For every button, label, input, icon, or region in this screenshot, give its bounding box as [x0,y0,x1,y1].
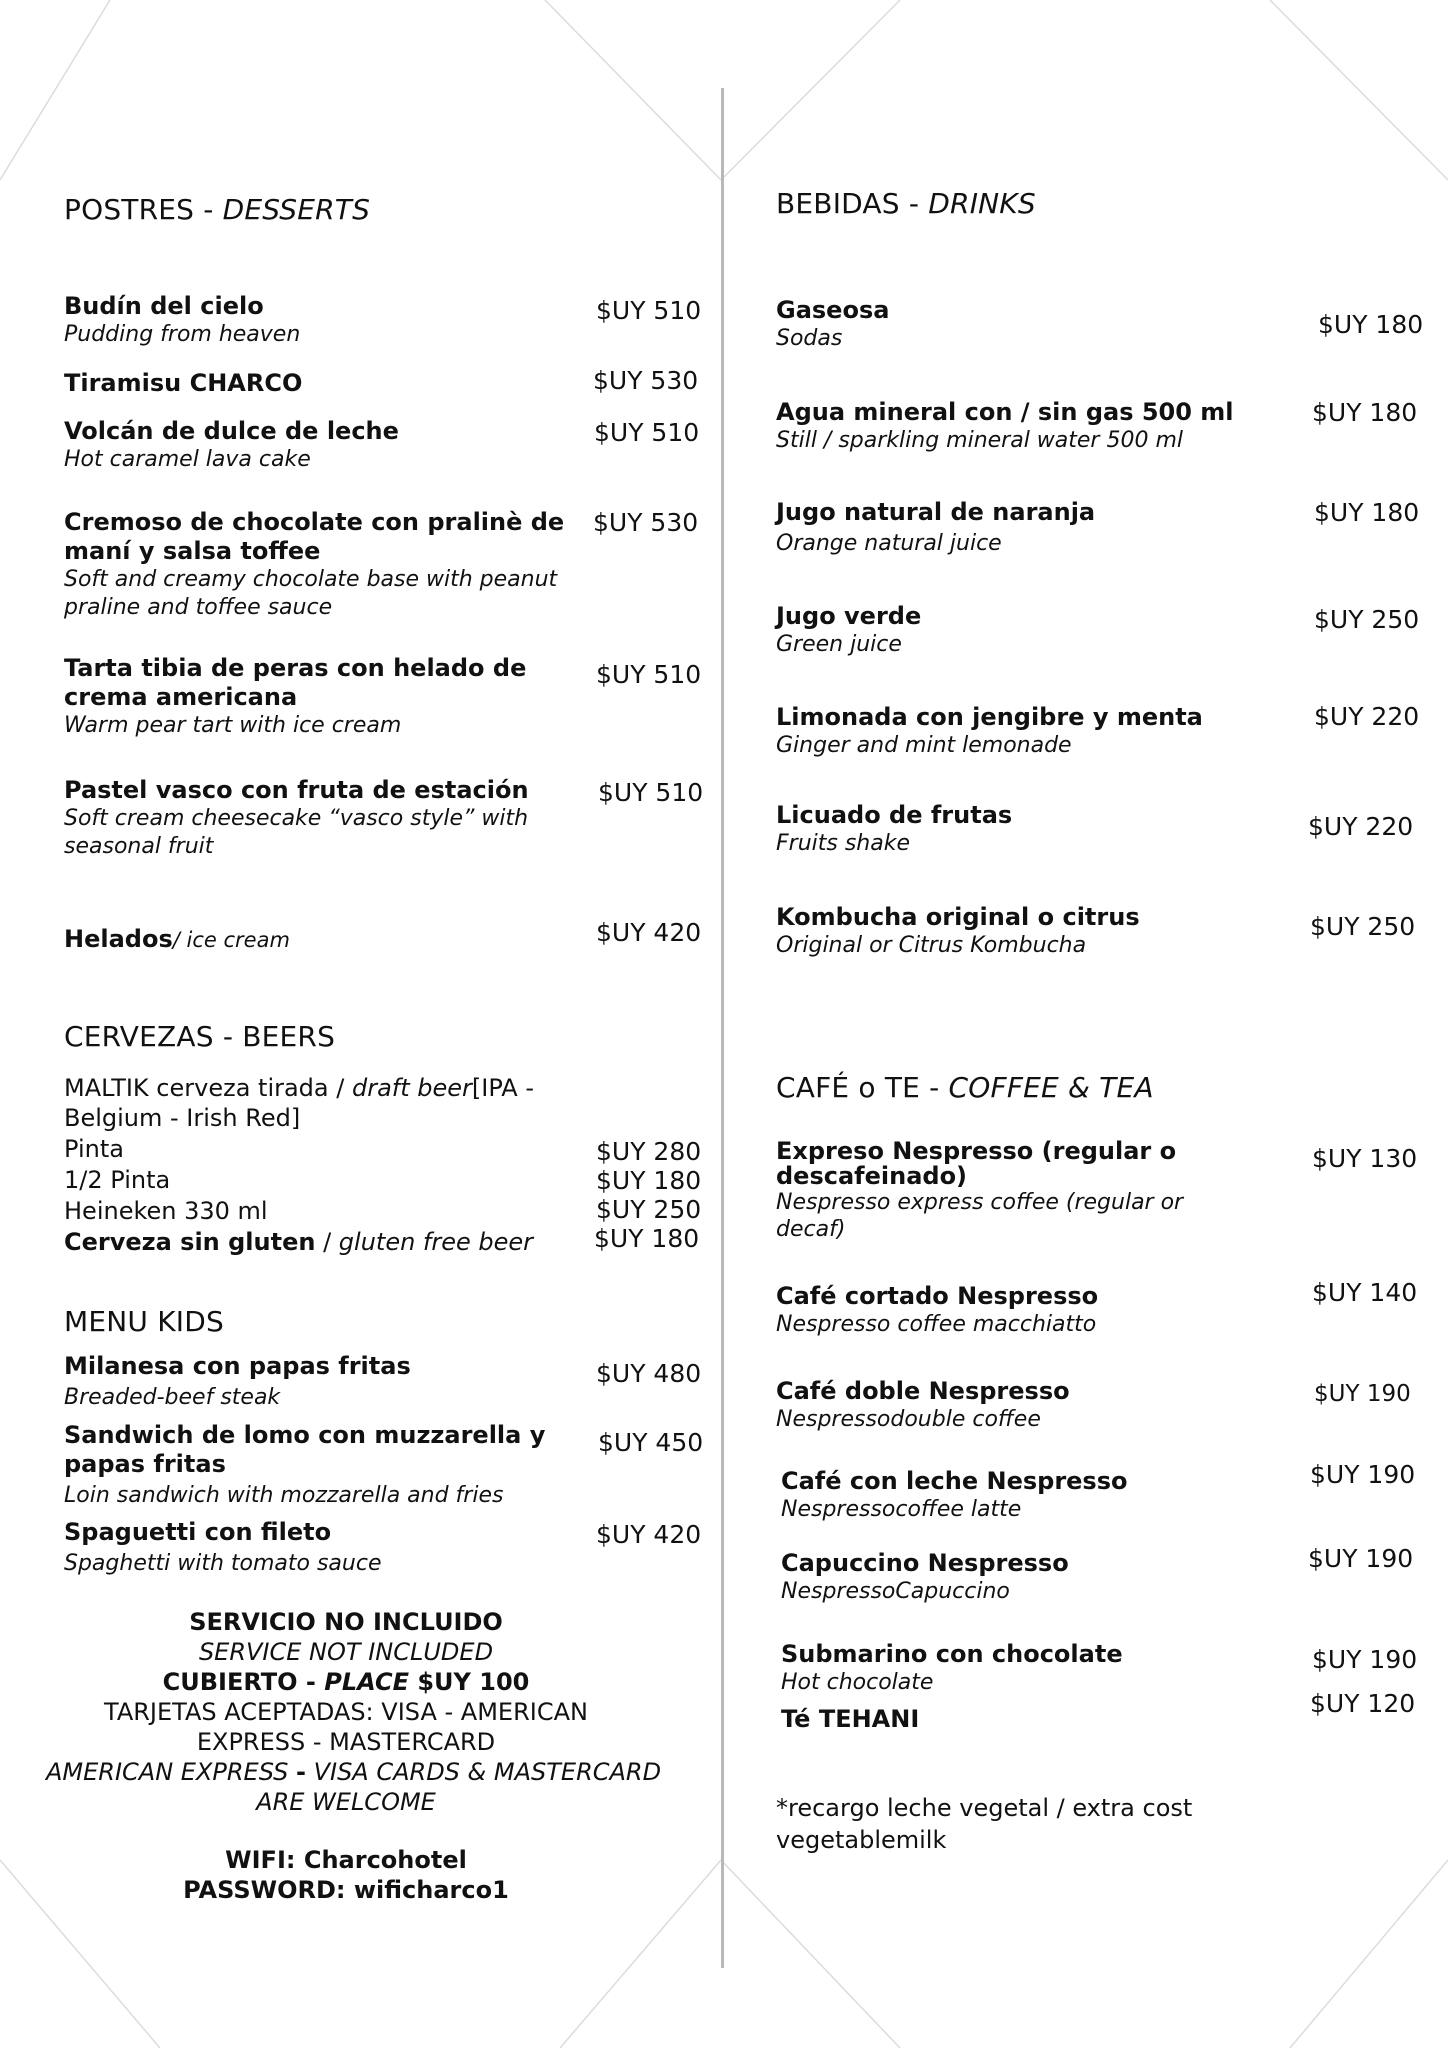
item-price: $UY 510 [598,778,704,807]
item-name: Limonada con jengibre y menta [776,703,1203,731]
cards-en-dash: - [295,1758,306,1786]
item-price: $UY 180 [1318,310,1424,339]
item-desc: Still / sparkling mineral water 500 ml [776,428,1183,453]
beer-price: $UY 180 [596,1166,702,1195]
item-name: Spaguetti con fileto [64,1518,332,1546]
maltik-text: MALTIK cerveza tirada / [64,1074,352,1102]
item-price: $UY 190 [1308,1544,1414,1573]
item-desc: Soft and creamy chocolate base with peanut praline and toffee sauce [64,567,558,620]
cards-line-2: EXPRESS - MASTERCARD [196,1728,496,1756]
item-desc: Original or Citrus Kombucha [776,933,1087,958]
item-name: Jugo verde [776,602,922,630]
item-desc: Orange natural juice [776,531,1002,556]
item-name: Café doble Nespresso [776,1377,1070,1405]
beer-price: $UY 250 [596,1195,702,1224]
item-price: $UY 510 [596,660,702,689]
cards-en-c: VISA CARDS & MASTERCARD [305,1758,662,1786]
maltik-line-2: Belgium - Irish Red] [64,1104,301,1132]
item-desc: Warm pear tart with ice cream [64,713,402,738]
item-name: Milanesa con papas fritas [64,1352,411,1380]
item-desc: Hot chocolate [781,1670,934,1695]
item-price: $UY 510 [596,296,702,325]
item-desc: Green juice [776,632,902,657]
item-desc: Breaded-beef steak [64,1385,281,1410]
item-desc: Hot caramel lava cake [64,447,311,472]
item-price: $UY 180 [1314,498,1420,527]
item-price: $UY 130 [1312,1144,1418,1173]
gluten-sep: / [315,1228,339,1256]
item-name: Licuado de frutas [776,801,1013,829]
item-price: $UY 420 [596,918,702,947]
gluten-line [64,1227,533,1257]
cards-en-a: AMERICAN EXPRESS [46,1758,296,1786]
item-name: Submarino con chocolate [781,1640,1123,1668]
item-name: Gaseosa [776,296,890,324]
item-name: Volcán de dulce de leche [64,417,399,445]
coffee-title: CAFÉ o TE - [776,1071,949,1104]
cards-line-en-1 [46,1757,662,1787]
item-price: $UY 250 [1314,605,1420,634]
gluten-en: gluten free beer [338,1228,534,1256]
item-name: Agua mineral con / sin gas 500 ml [776,398,1234,426]
item-desc: Nespressodouble coffee [776,1407,1041,1432]
cards-line-en-2: ARE WELCOME [256,1788,436,1816]
item-price: $UY 450 [598,1428,704,1457]
wifi-line [46,1845,646,1875]
maltik-styles: [IPA - [471,1074,534,1102]
beer-label: Heineken 330 ml [64,1197,268,1225]
coffee-heading [776,1071,1154,1104]
item-name: Tarta tibia de peras con helado de crema americana [64,654,527,711]
item-name: Sandwich de lomo con muzzarella y papas fritas [64,1421,546,1478]
kids-heading: MENU KIDS [64,1305,224,1338]
drinks-title-en: DRINKS [928,187,1036,220]
item-name: Expreso Nespresso (regular o descafeinado) [776,1137,1177,1190]
desserts-title: POSTRES - [64,193,223,226]
footer-info [46,1607,662,1905]
maltik-text-en: draft beer [351,1074,472,1102]
item-name: Capuccino Nespresso [781,1549,1069,1577]
item-desc: Nespressocoffee latte [781,1497,1022,1522]
item-desc: Loin sandwich with mozzarella and fries [64,1483,504,1508]
drinks-heading [776,187,1036,220]
item-name: Budín del cielo [64,292,264,320]
item-desc: Soft cream cheesecake “vasco style” with seasonal fruit [64,806,529,859]
item-price: $UY 480 [596,1359,702,1388]
item-price: $UY 190 [1314,1381,1411,1407]
desserts-title-en: DESSERTS [222,193,371,226]
plant-milk-note: *recargo leche vegetal / extra cost vegetablemilk [776,1794,1193,1854]
item-price: $UY 140 [1312,1278,1418,1307]
item-name: Helados [64,925,173,953]
item-price: $UY 190 [1312,1645,1418,1674]
item-name: Té TEHANI [781,1705,920,1733]
item-price: $UY 190 [1310,1460,1416,1489]
item-desc: Fruits shake [776,831,910,856]
item-name: Cremoso de chocolate con pralinè de maní y salsa toffee [64,508,565,565]
item-desc: Pudding from heaven [64,322,301,347]
item-desc: Nespresso express coffee (regular or decaf) [776,1190,1184,1242]
item-price: $UY 250 [1310,912,1416,941]
item-desc: Sodas [776,326,843,351]
item-price: $UY 220 [1308,812,1414,841]
item-price: $UY 530 [593,366,699,395]
wifi-label: WIFI: [225,1846,296,1874]
maltik-line [64,1073,534,1103]
wifi-value: Charcohotel [295,1846,467,1874]
beer-price: $UY 280 [596,1137,702,1166]
password-line [46,1875,646,1905]
item-price: $UY 120 [1310,1689,1416,1718]
cards-line-1: TARJETAS ACEPTADAS: VISA - AMERICAN [104,1698,588,1726]
item-desc: Nespresso coffee macchiatto [776,1312,1097,1337]
cubierto-price: $UY 100 [408,1668,530,1696]
item-price: $UY 510 [594,418,700,447]
item-name: Tiramisu CHARCO [64,369,303,397]
password-label: PASSWORD: [183,1876,346,1904]
beer-price: $UY 180 [594,1224,700,1253]
desserts-heading [64,193,370,226]
beer-label: Pinta [64,1135,124,1163]
item-name: Pastel vasco con fruta de estación [64,776,529,804]
cubierto-label-en: PLACE [324,1668,409,1696]
item-desc: Ginger and mint lemonade [776,733,1072,758]
item-desc: Spaghetti with tomato sauce [64,1551,382,1576]
service-line: SERVICIO NO INCLUIDO [189,1608,503,1636]
item-price: $UY 420 [596,1520,702,1549]
item-price: $UY 220 [1314,702,1420,731]
beer-label: 1/2 Pinta [64,1166,171,1194]
gluten-name: Cerveza sin gluten [64,1228,316,1256]
cubierto-label: CUBIERTO - [162,1668,325,1696]
drinks-title: BEBIDAS - [776,187,929,220]
item-name: Jugo natural de naranja [776,498,1096,526]
item-price: $UY 530 [593,508,699,537]
beers-heading: CERVEZAS - BEERS [64,1020,336,1053]
password-value: wificharco1 [345,1876,509,1904]
item-desc: / ice cream [172,928,290,952]
service-line-en: SERVICE NOT INCLUDED [198,1638,494,1666]
item-name: Café con leche Nespresso [781,1467,1128,1495]
item-name: Café cortado Nespresso [776,1282,1099,1310]
item-price: $UY 180 [1312,398,1418,427]
item-desc: NespressoCapuccino [781,1579,1010,1604]
coffee-title-en: COFFEE & TEA [948,1071,1154,1104]
cubierto-line [46,1667,646,1697]
item-name: Kombucha original o citrus [776,903,1140,931]
